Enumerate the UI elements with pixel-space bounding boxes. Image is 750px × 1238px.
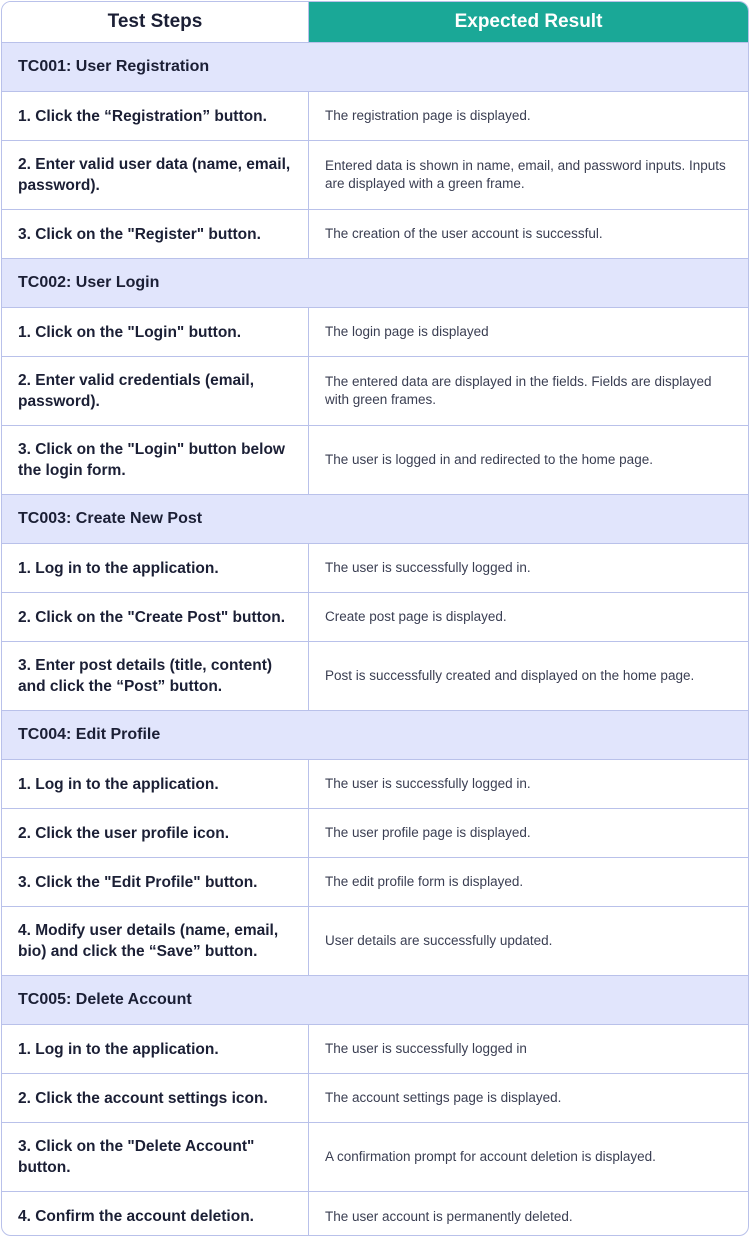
expected-result: The creation of the user account is successful. [325, 226, 603, 241]
header-test-steps: Test Steps [2, 2, 309, 42]
table-row [2, 642, 748, 711]
test-case-title: TC004: Edit Profile [18, 726, 161, 743]
expected-result: A confirmation prompt for account deletion is displayed. [325, 1149, 656, 1164]
test-case-table [1, 1, 749, 1236]
test-case-section [2, 259, 748, 308]
header-expected-result: Expected Result [309, 2, 748, 42]
test-step: 1. Log in to the application. [2, 760, 309, 808]
table-row [2, 858, 748, 907]
table-row [2, 357, 748, 426]
table-row [2, 210, 748, 259]
table-row [2, 809, 748, 858]
expected-result: The entered data are displayed in the fields. Fields are displayed with green frames. [325, 374, 712, 407]
expected-result: User details are successfully updated. [325, 933, 553, 948]
expected-result: Create post page is displayed. [325, 609, 507, 624]
test-case-section [2, 43, 748, 92]
expected-result: The registration page is displayed. [325, 108, 531, 123]
test-step: 2. Click the account settings icon. [2, 1074, 309, 1122]
table-row [2, 426, 748, 495]
test-step: 1. Log in to the application. [2, 544, 309, 592]
test-step: 3. Click on the "Login" button below the login form. [2, 426, 309, 494]
table-row [2, 1192, 748, 1236]
table-row [2, 92, 748, 141]
expected-result: The user is successfully logged in [325, 1041, 527, 1056]
table-row [2, 1025, 748, 1074]
expected-result: The account settings page is displayed. [325, 1090, 562, 1105]
expected-result: Post is successfully created and displayed on the home page. [325, 668, 695, 683]
test-step: 3. Click on the "Register" button. [2, 210, 309, 258]
test-step: 3. Click on the "Delete Account" button. [2, 1123, 309, 1191]
table-row [2, 544, 748, 593]
table-row [2, 308, 748, 357]
test-step: 1. Log in to the application. [2, 1025, 309, 1073]
test-step: 2. Enter valid credentials (email, password). [2, 357, 309, 425]
expected-result: The user is logged in and redirected to the home page. [325, 452, 653, 467]
test-case-section [2, 711, 748, 760]
test-step: 4. Modify user details (name, email, bio) and click the “Save” button. [2, 907, 309, 975]
table-row [2, 593, 748, 642]
test-step: 3. Click the "Edit Profile" button. [2, 858, 309, 906]
expected-result: The user is successfully logged in. [325, 776, 531, 791]
test-step: 2. Enter valid user data (name, email, password). [2, 141, 309, 209]
table-row [2, 907, 748, 976]
table-row [2, 1074, 748, 1123]
test-case-title: TC003: Create New Post [18, 510, 203, 527]
test-case-section [2, 495, 748, 544]
test-step: 1. Click on the "Login" button. [2, 308, 309, 356]
expected-result: The user profile page is displayed. [325, 825, 531, 840]
table-row [2, 141, 748, 210]
test-case-title: TC001: User Registration [18, 58, 210, 75]
test-case-title: TC005: Delete Account [18, 991, 192, 1008]
table-row [2, 760, 748, 809]
test-step: 4. Confirm the account deletion. [2, 1192, 309, 1236]
test-case-section [2, 976, 748, 1025]
expected-result: The user is successfully logged in. [325, 560, 531, 575]
expected-result: The login page is displayed [325, 324, 489, 339]
expected-result: The user account is permanently deleted. [325, 1208, 573, 1224]
test-step: 2. Click the user profile icon. [2, 809, 309, 857]
table-row [2, 1123, 748, 1192]
test-step: 3. Enter post details (title, content) and click the “Post” button. [2, 642, 309, 710]
test-case-title: TC002: User Login [18, 274, 160, 291]
expected-result: Entered data is shown in name, email, and password inputs. Inputs are displayed with a green frame. [325, 158, 726, 191]
test-step: 2. Click on the "Create Post" button. [2, 593, 309, 641]
test-step: 1. Click the “Registration” button. [2, 92, 309, 140]
expected-result: The edit profile form is displayed. [325, 874, 524, 889]
table-header [2, 2, 748, 43]
